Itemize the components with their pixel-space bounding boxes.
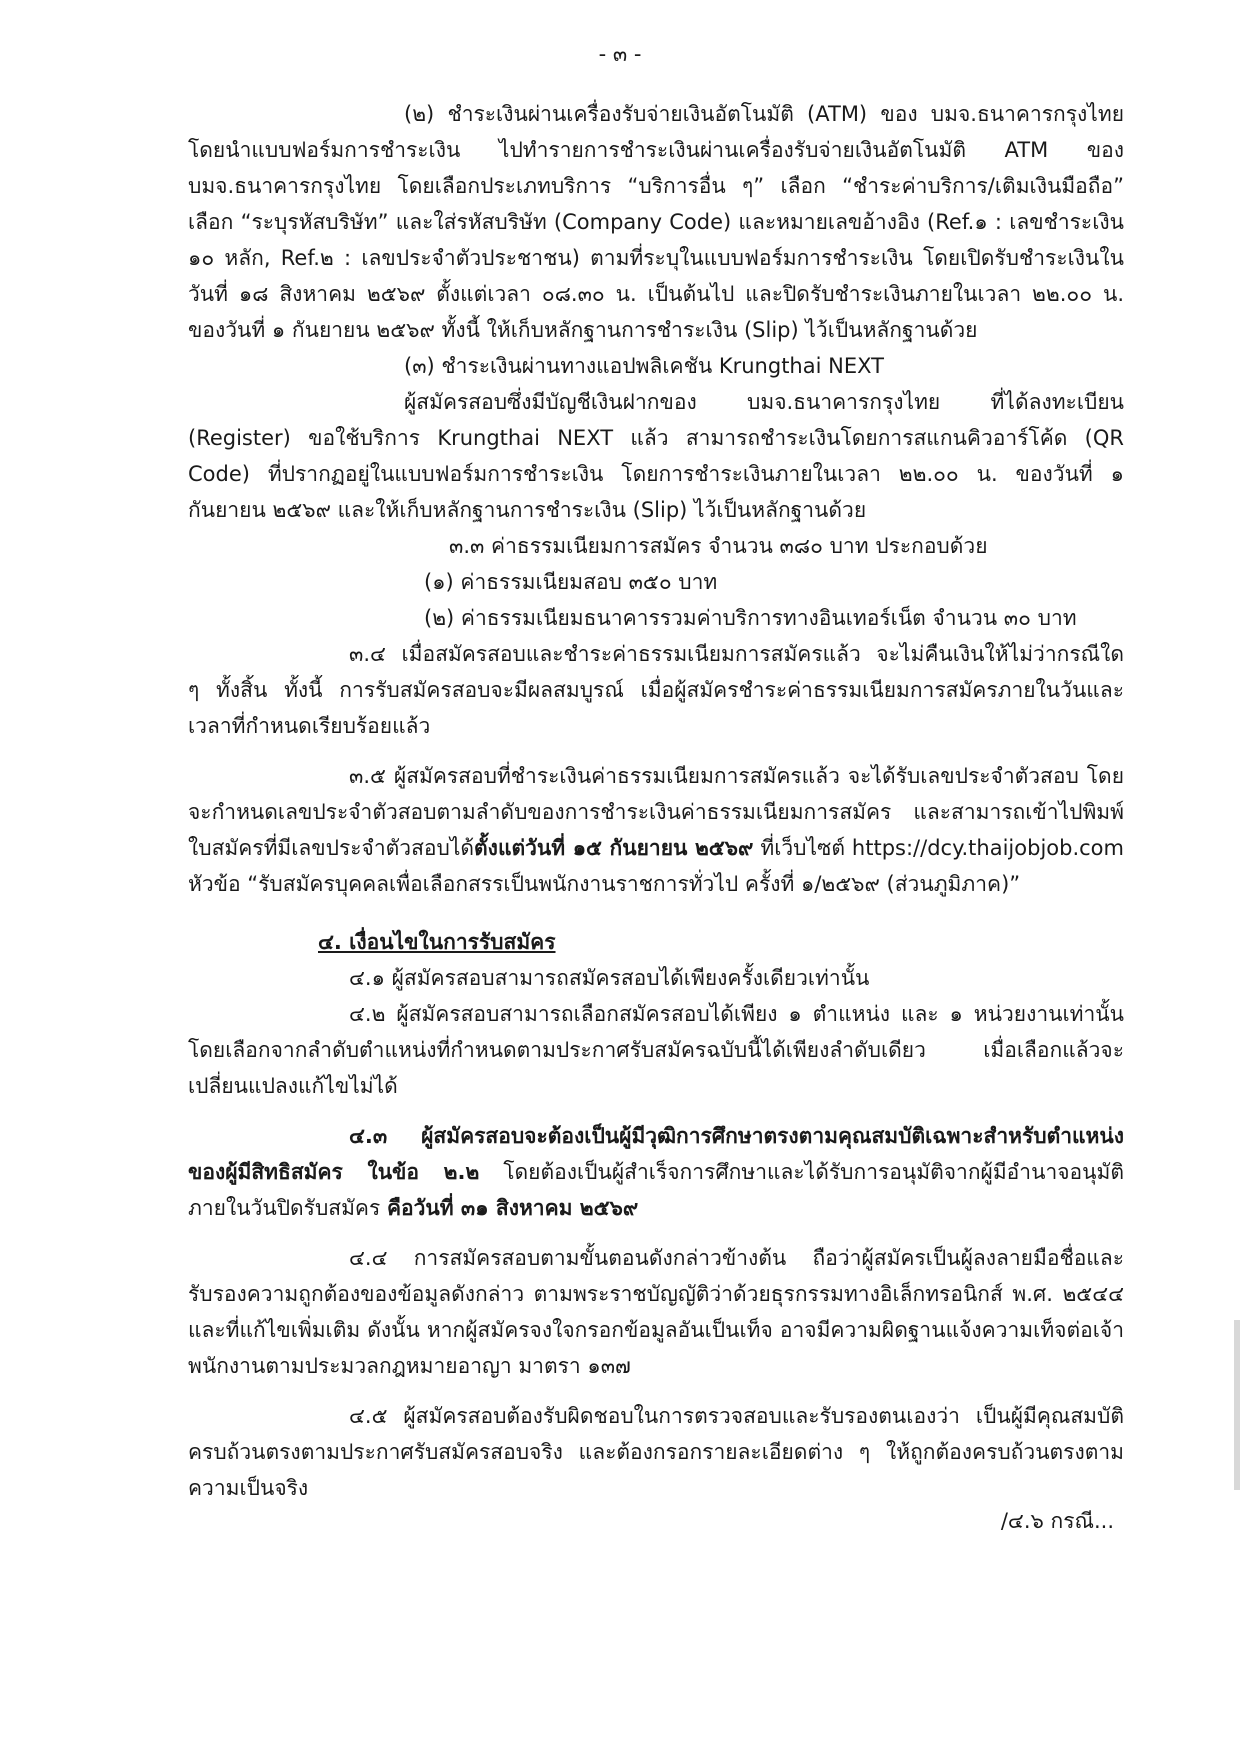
page-number: - ๓ - bbox=[598, 42, 642, 66]
paragraph-condition-4-2: ๔.๒ ผู้สมัครสอบสามารถเลือกสมัครสอบได้เพียง ๑ ตำแหน่ง และ ๑ หน่วยงานเท่านั้น โดยเลือกจากลำดับตำแหน่งที่กำหนดตามประกาศรับสมัครฉบับนี้ได้เพียงลำดับเดียว เมื่อเลือกแล้วจะเปลี่ยนแปลงแก้ไขไม่ได้ bbox=[188, 1002, 1124, 1098]
paragraph-app-payment-detail: ผู้สมัครสอบซึ่งมีบัญชีเงินฝากของ บมจ.ธนาคารกรุงไทย ที่ได้ลงทะเบียน (Register) ขอใช้บริการ Krungthai NEXT แล้ว สามารถชำระเงินโดยการสแกนคิวอาร์โค้ด (QR Code) ที่ปรากฏอยู่ในแบบฟอร์มการชำระเงิน โดยการชำระเงินภายในเวลา ๒๒.๐๐ น. ของวันที่ ๑ กันยายน ๒๕๖๙ และให้เก็บหลักฐานการชำระเงิน (Slip) ไว้เป็นหลักฐานด้วย bbox=[188, 390, 1124, 522]
paragraph-condition-4-3 bbox=[188, 1118, 1124, 1226]
document-body bbox=[188, 96, 1124, 1506]
exam-number-text: ๓.๕ ผู้สมัครสอบที่ชำระเงินค่าธรรมเนียมการสมัครแล้ว จะได้รับเลขประจำตัวสอบ โดยจะกำหนดเลขประจำตัวสอบตามลำดับของการชำระเงินค่าธรรมเนียมการสมัคร และสามารถเข้าไปพิมพ์ใบสมัครที่มีเลขประจำตัวสอบได้ bbox=[188, 764, 1124, 860]
paragraph-condition-4-4: ๔.๔ การสมัครสอบตามขั้นตอนดังกล่าวข้างต้น ถือว่าผู้สมัครเป็นผู้ลงลายมือชื่อและรับรองความถูกต้องของข้อมูลดังกล่าว ตามพระราชบัญญัติว่าด้วยธุรกรรมทางอิเล็กทรอนิกส์ พ.ศ. ๒๕๔๔ และที่แก้ไขเพิ่มเติม ดังนั้น หากผู้สมัครจงใจกรอกข้อมูลอันเป็นเท็จ อาจมีความผิดฐานแจ้งความเท็จต่อเจ้าพนักงานตามประมวลกฎหมายอาญา มาตรา ๑๓๗ bbox=[188, 1246, 1124, 1378]
paragraph-fee-exam: (๑) ค่าธรรมเนียมสอบ ๓๕๐ บาท bbox=[424, 570, 718, 594]
paragraph-condition-4-5: ๔.๕ ผู้สมัครสอบต้องรับผิดชอบในการตรวจสอบและรับรองตนเองว่า เป็นผู้มีคุณสมบัติครบถ้วนตรงตามประกาศรับสมัครสอบจริง และต้องกรอกรายละเอียดต่าง ๆ ให้ถูกต้องครบถ้วนตรงตามความเป็นจริง bbox=[188, 1404, 1124, 1500]
paragraph-no-refund: ๓.๔ เมื่อสมัครสอบและชำระค่าธรรมเนียมการสมัครแล้ว จะไม่คืนเงินให้ไม่ว่ากรณีใด ๆ ทั้งสิ้น ทั้งนี้ การรับสมัครสอบจะมีผลสมบูรณ์ เมื่อผู้สมัครชำระค่าธรรมเนียมการสมัครภายในวันและเวลาที่กำหนดเรียบร้อยแล้ว bbox=[188, 642, 1124, 738]
paragraph-condition-4-1: ๔.๑ ผู้สมัครสอบสามารถสมัครสอบได้เพียงครั้งเดียวเท่านั้น bbox=[349, 966, 870, 990]
paragraph-fee-total: ๓.๓ ค่าธรรมเนียมการสมัคร จำนวน ๓๘๐ บาท ประกอบด้วย bbox=[449, 534, 988, 558]
condition-4-3-bold: ๔.๓ ผู้สมัครสอบจะต้องเป็นผู้มีวุฒิการศึกษาตรงตามคุณสมบัติเฉพาะสำหรับตำแหน่งของผู้มีสิทธิสมัคร ในข้อ ๒.๒ bbox=[188, 1124, 1124, 1184]
condition-4-3-date: คือวันที่ ๓๑ สิงหาคม ๒๕๖๙ bbox=[386, 1196, 639, 1220]
section-heading-conditions bbox=[188, 924, 1124, 960]
paragraph-exam-number bbox=[188, 758, 1124, 902]
paragraph-atm-payment: (๒) ชำระเงินผ่านเครื่องรับจ่ายเงินอัตโนมัติ (ATM) ของ บมจ.ธนาคารกรุงไทย โดยนำแบบฟอร์มการชำระเงิน ไปทำรายการชำระเงินผ่านเครื่องรับจ่ายเงินอัตโนมัติ ATM ของ บมจ.ธนาคารกรุงไทย โดยเลือกประเภทบริการ “บริการอื่น ๆ” เลือก “ชำระค่าบริการ/เติมเงินมือถือ” เลือก “ระบุรหัสบริษัท” และใส่รหัสบริษัท (Company Code) และหมายเลขอ้างอิง (Ref.๑ : เลขชำระเงิน ๑๐ หลัก, Ref.๒ : เลขประจำตัวประชาชน) ตามที่ระบุในแบบฟอร์มการชำระเงิน โดยเปิดรับชำระเงินในวันที่ ๑๘ สิงหาคม ๒๕๖๙ ตั้งแต่เวลา ๐๘.๓๐ น. เป็นต้นไป และปิดรับชำระเงินภายในเวลา ๒๒.๐๐ น. ของวันที่ ๑ กันยายน ๒๕๖๙ ทั้งนี้ ให้เก็บหลักฐานการชำระเงิน (Slip) ไว้เป็นหลักฐานด้วย bbox=[188, 102, 1124, 342]
paragraph-app-payment-title: (๓) ชำระเงินผ่านทางแอปพลิเคชัน Krungthai NEXT bbox=[404, 354, 884, 378]
condition-4-3-text: โดยต้องเป็นผู้สำเร็จการศึกษาและได้รับการอนุมัติจากผู้มีอำนาจอนุมัติภายในวันปิดรับสมัคร bbox=[188, 1160, 1124, 1220]
exam-number-website: ที่เว็บไซต์ https://dcy.thaijobjob.com หัวข้อ “รับสมัครบุคคลเพื่อเลือกสรรเป็นพนักงานราชการทั่วไป ครั้งที่ ๑/๒๕๖๙ (ส่วนภูมิภาค)” bbox=[188, 836, 1124, 896]
continuation-note: /๔.๖ กรณี... bbox=[1000, 1509, 1114, 1533]
scan-edge-shadow bbox=[1234, 1320, 1240, 1490]
exam-number-date: ตั้งแต่วันที่ ๑๕ กันยายน ๒๕๖๙ bbox=[474, 836, 754, 860]
paragraph-fee-bank: (๒) ค่าธรรมเนียมธนาคารรวมค่าบริการทางอินเทอร์เน็ต จำนวน ๓๐ บาท bbox=[424, 606, 1077, 630]
section-heading-text: ๔. เงื่อนไขในการรับสมัคร bbox=[318, 930, 556, 954]
